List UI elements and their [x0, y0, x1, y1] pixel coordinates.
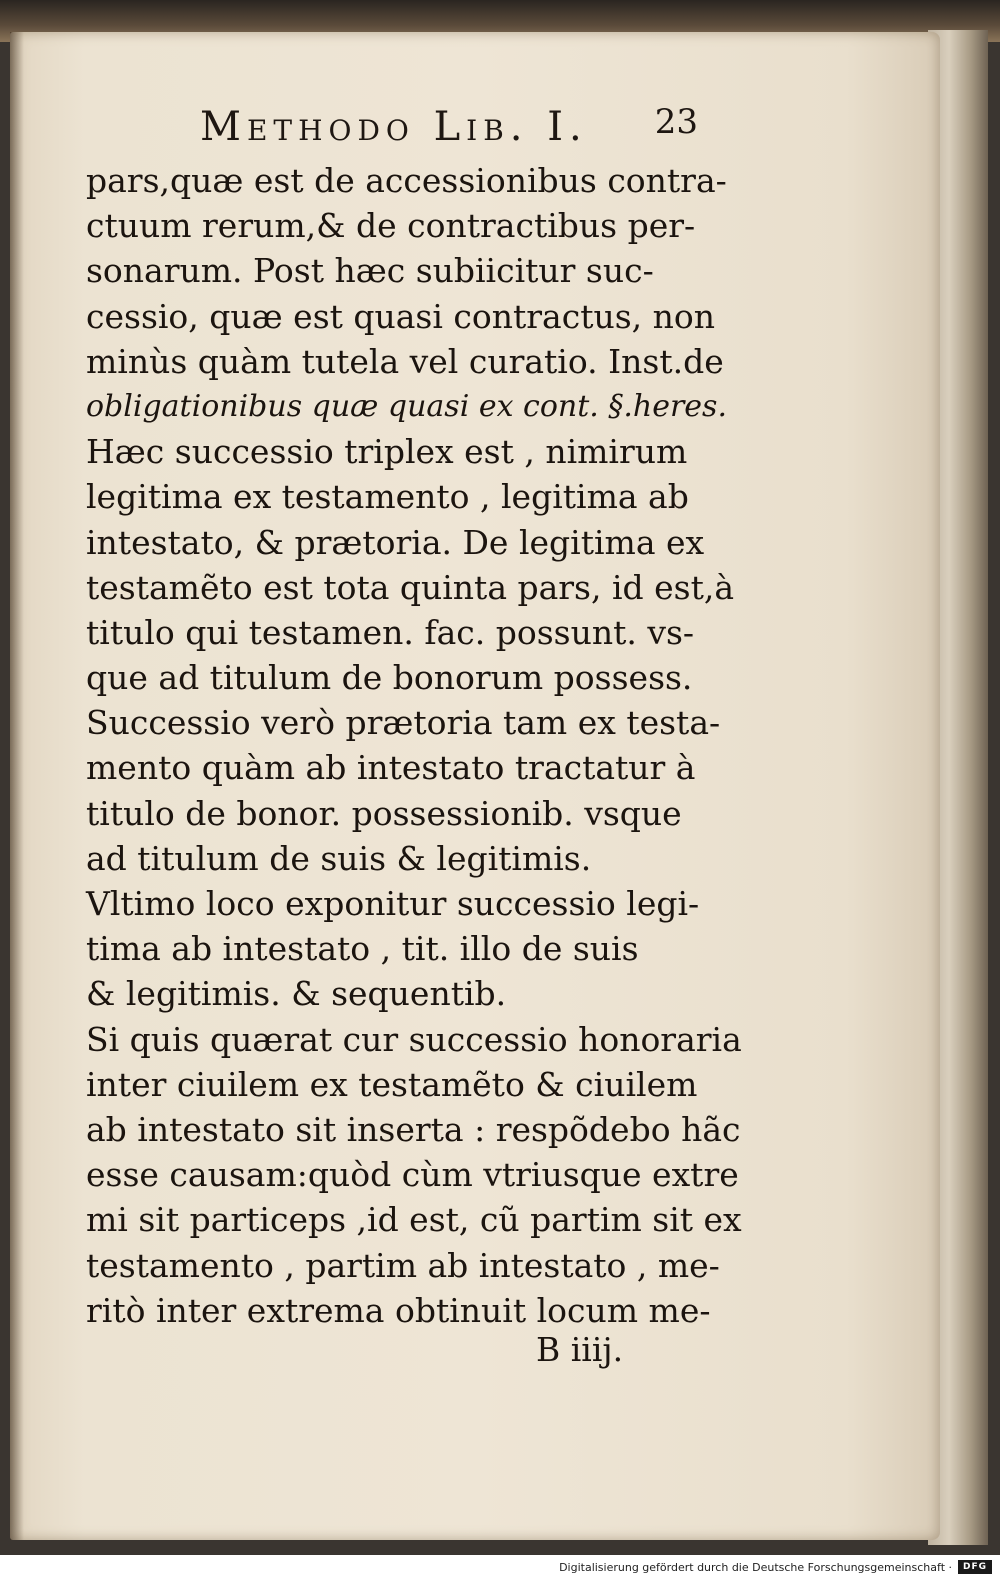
- text-line: testamẽto est tota quinta pars, id est,à: [86, 567, 735, 607]
- footer-credit: Digitalisierung gefördert durch die Deutsche Forschungsgemeinschaft ·: [559, 1561, 952, 1574]
- text-line: testamento , partim ab intestato , me-: [86, 1245, 720, 1285]
- page-number: 23: [654, 102, 698, 142]
- text-line: legitima ex testamento , legitima ab: [86, 477, 689, 517]
- text-line: cessio, quæ est quasi contractus, non: [86, 296, 716, 336]
- text-line: sonarum. Post hæc subiicitur suc-: [86, 251, 654, 291]
- dfg-logo: DFG: [958, 1560, 992, 1574]
- text-line: intestato, & prætoria. De legitima ex: [86, 522, 705, 562]
- text-line: ritò inter extrema obtinuit locum me-: [86, 1290, 711, 1330]
- text-line: Si quis quærat cur successio honoraria: [86, 1019, 742, 1059]
- running-title: Methodo Lib. I.: [200, 104, 588, 150]
- text-line: & legitimis. & sequentib.: [86, 974, 507, 1014]
- text-line: ab intestato sit inserta : respõdebo hãc: [86, 1109, 741, 1149]
- text-line: tima ab intestato , tit. illo de suis: [86, 929, 639, 969]
- text-line: titulo de bonor. possessionib. vsque: [86, 793, 682, 833]
- text-line: Hæc successio triplex est , nimirum: [86, 432, 688, 472]
- text-line: ad titulum de suis & legitimis.: [86, 838, 592, 878]
- gutter-shadow: [10, 32, 24, 1540]
- text-line: Successio verò prætoria tam ex testa-: [86, 703, 721, 743]
- text-line: titulo qui testamen. fac. possunt. vs-: [86, 612, 695, 652]
- signature-mark: B iiij.: [536, 1330, 624, 1369]
- text-line: mento quàm ab intestato tractatur à: [86, 748, 696, 788]
- text-line: minùs quàm tutela vel curatio. Inst.de: [86, 341, 724, 381]
- page-header: [200, 100, 720, 160]
- text-line: Vltimo loco exponitur successio legi-: [86, 884, 700, 923]
- text-line: inter ciuilem ex testamẽto & ciuilem: [86, 1064, 698, 1104]
- citation-line: obligationibus quæ quasi ex cont. §.heres.: [86, 388, 727, 424]
- text-line: mi sit particeps ,id est, cũ partim sit ex: [86, 1200, 742, 1240]
- text-line: que ad titulum de bonorum possess.: [86, 658, 693, 698]
- text-line: ctuum rerum,& de contractibus per-: [86, 206, 696, 246]
- body-text: [86, 158, 742, 1333]
- text-line: pars,quæ est de accessionibus contra-: [86, 161, 727, 200]
- text-line: esse causam:quòd cùm vtriusque extre: [86, 1155, 739, 1195]
